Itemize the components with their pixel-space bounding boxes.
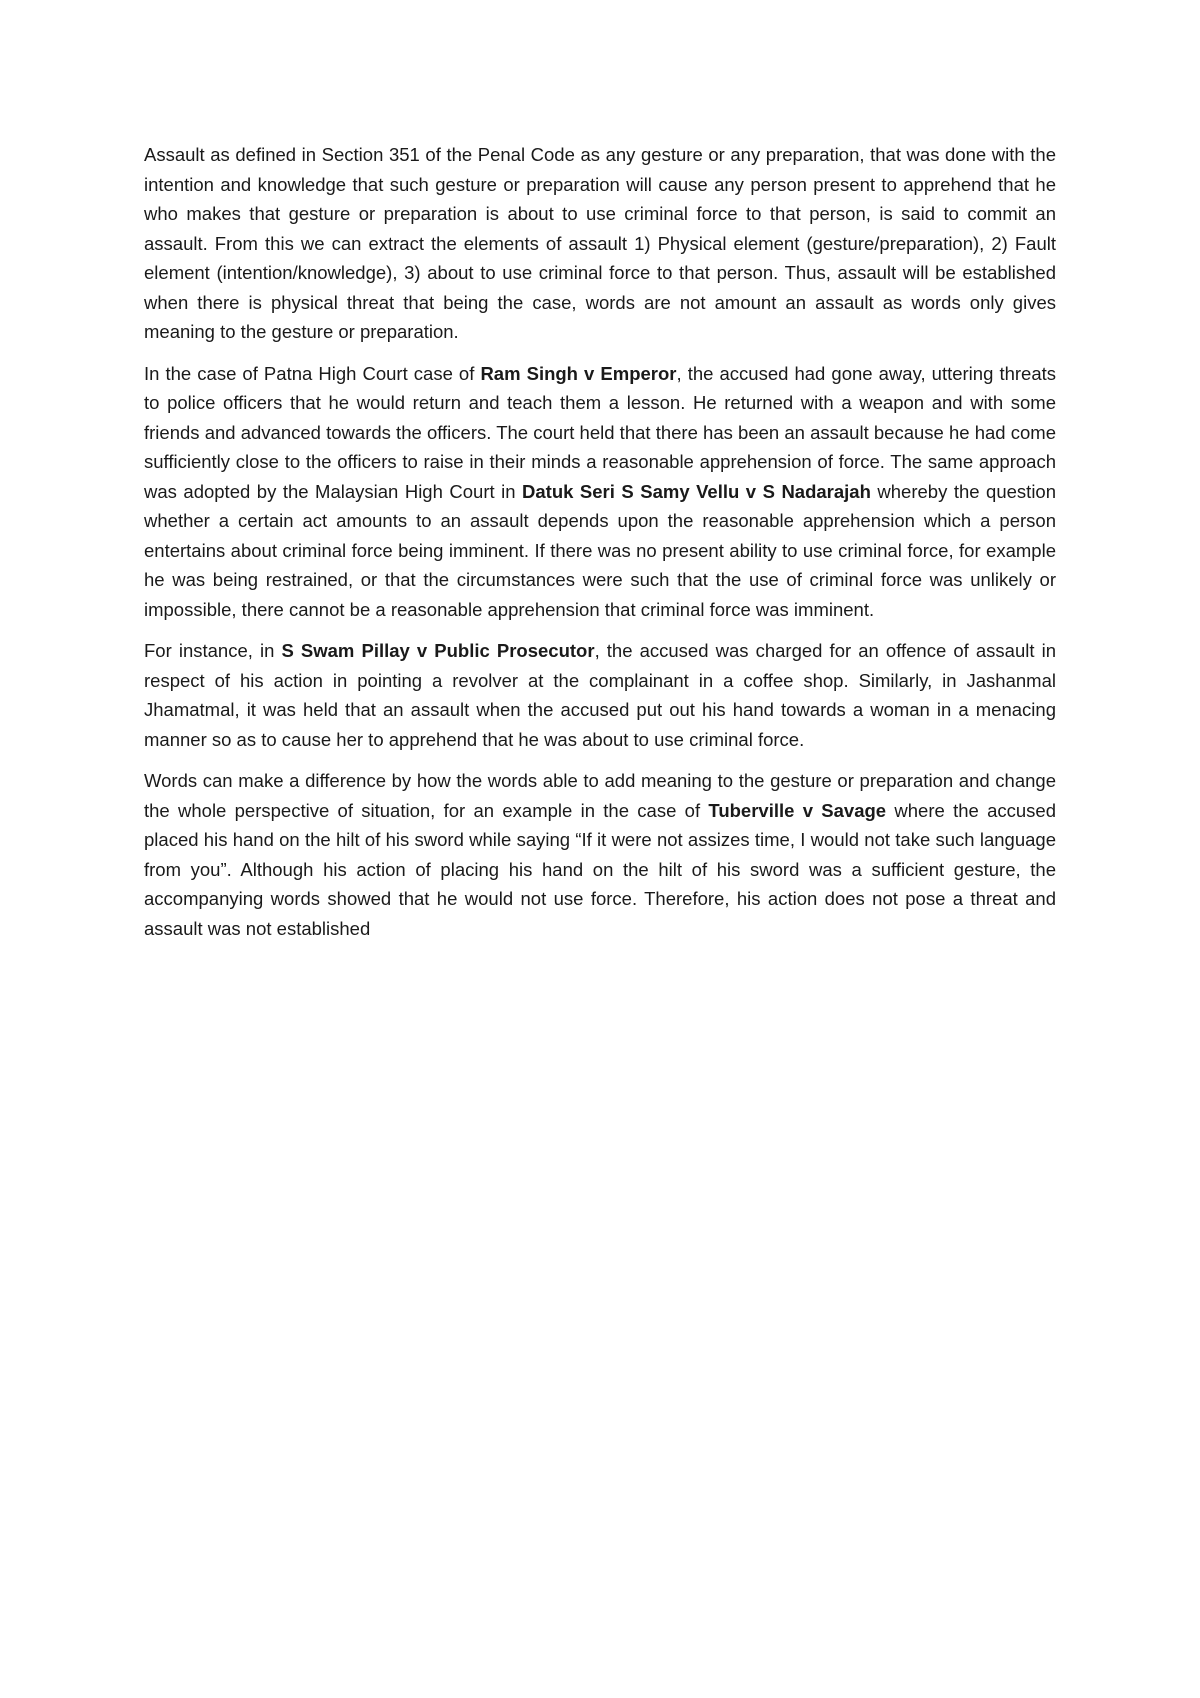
paragraph-text: , the accused was charged for an offence of assault in respect of his action in pointing a revolver at the complainant in a coffee shop. Similarly, in Jashanmal Jhamatmal, it was held that an assault when the accused put out his hand towards a woman in a menacing manner so as to cause her to apprehend that he was about to use criminal force. — [144, 640, 1056, 750]
paragraph-text: Words can make a difference by how the words able to add meaning to the gesture or preparation and change the whole perspective of situation, for an example in the case of — [144, 770, 1056, 821]
paragraph-section-351-definition — [144, 140, 1056, 347]
paragraph-text: where the accused placed his hand on the hilt of his sword while saying “If it were not assizes time, I would not take such language from you”. Although his action of placing his hand on the hilt of his sword was a sufficient gesture, the accompanying words showed that he would not use force. Therefore, his action does not pose a threat and assault was not established — [144, 799, 1057, 939]
paragraph-text: Assault as defined in Section 351 of the Penal Code as any gesture or any preparation, that was done with the intention and knowledge that such gesture or preparation will cause any person present to apprehend that he who makes that gesture or preparation is about to use criminal force to that person, is said to commit an assault. From this we can extract the elements of assault 1) Physical element (gesture/preparation), 2) Fault element (intention/knowledge), 3) about to use criminal force to that person. Thus, assault will be established when there is physical threat that being the case, words are not amount an assault as words only gives meaning to the gesture or preparation. — [144, 144, 1056, 342]
case-name-swam-pillay: S Swam Pillay v Public Prosecutor — [281, 640, 595, 661]
document-body — [144, 140, 1056, 955]
paragraph-text: whereby the question whether a certain act amounts to an assault depends upon the reasonable apprehension which a person entertains about criminal force being imminent. If there was no present ability to use criminal force, for example he was being restrained, or that the circumstances were such that the use of criminal force was unlikely or impossible, there cannot be a reasonable apprehension that criminal force was imminent. — [144, 480, 1057, 620]
case-name-samy-vellu: Datuk Seri S Samy Vellu v S Nadarajah — [522, 480, 871, 502]
case-name-tuberville: Tuberville v Savage — [708, 799, 887, 821]
paragraph-text: , the accused had gone away, uttering threats to police officers that he would return and teach them a lesson. He returned with a weapon and with some friends and advanced towards the officers. The court held that there has been an assault because he had come sufficiently close to the officers to raise in their minds a reasonable apprehension of force. The same approach was adopted by the Malaysian High Court in — [144, 362, 1056, 502]
paragraph-text: For instance, in — [144, 640, 282, 661]
paragraph-ram-singh-case — [144, 359, 1056, 625]
paragraph-text: In the case of Patna High Court case of — [144, 362, 481, 384]
case-name-ram-singh: Ram Singh v Emperor — [480, 362, 677, 384]
paragraph-tuberville-case — [144, 766, 1056, 943]
paragraph-swam-pillay-case — [144, 636, 1056, 754]
